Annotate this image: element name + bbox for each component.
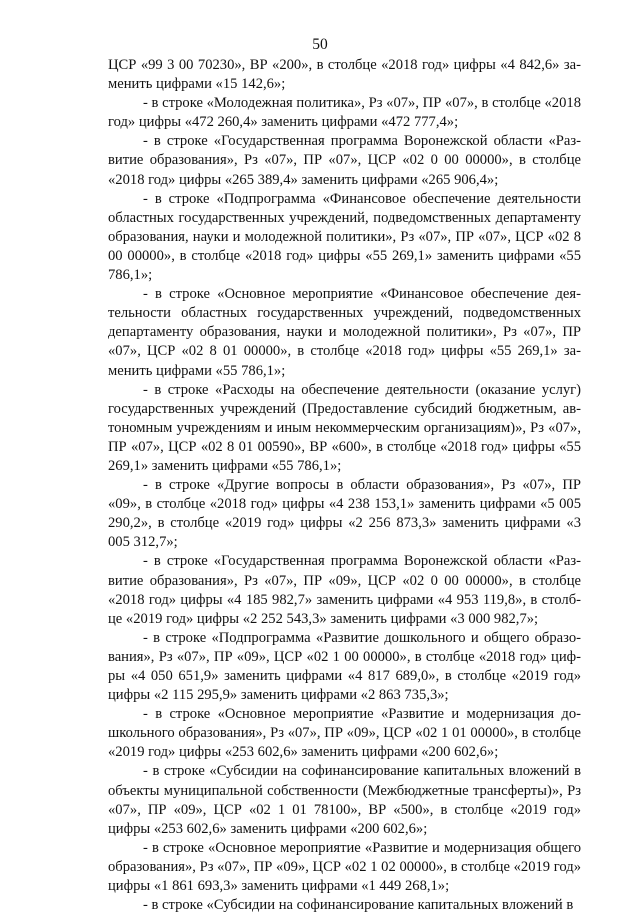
paragraph: - в строке «Субсидии на софинансирование капитальных вложений в <box>143 897 574 914</box>
paragraph: - в строке «Основное мероприятие «Финансовое обеспечение деятельности областных государственных учреждений, подведомственных департаменту образования, науки и молодежной политики», Рз «07», ПР «07», ЦСР «02 8 01 00000», в столбце «2018 год» цифры «55 269,1» заменить цифрами «55 786,1»; <box>108 286 581 379</box>
paragraph: - в строке «Молодежная политика», Рз «07», ПР «07», в столбце «2018 год» цифры «472 260,4» заменить цифрами «472 777,4»; <box>108 95 581 131</box>
paragraph: - в строке «Подпрограмма «Развитие дошкольного и общего образования», Рз «07», ПР «09», ЦСР «02 1 00 00000», в столбце «2018 год» цифры «4 050 651,9» заменить цифрами «4 817 689,0», в столбце «2019 год» цифры «2 115 295,9» заменить цифрами «2 863 735,3»; <box>108 629 581 704</box>
paragraph: - в строке «Основное мероприятие «Развитие и модернизация дошкольного образования», Рз «07», ПР «09», ЦСР «02 1 01 00000», в столбце «2019 год» цифры «253 602,6» заменить цифрами «200 602,6»; <box>108 706 581 761</box>
paragraph: - в строке «Субсидии на софинансирование капитальных вложений в объекты муниципальной собственности (Межбюджетные трансферты)», Рз «07», ПР «09», ЦСР «02 1 01 78100», ВР «500», в столбце «2019 год» цифры «253 602,6» заменить цифрами «200 602,6»; <box>108 763 581 837</box>
paragraph: - в строке «Подпрограмма «Финансовое обеспечение деятельности областных государственных учреждений, подведомственных департаменту образования, науки и молодежной политики», Рз «07», ПР «07», ЦСР «02 8 00 00000», в столбце «2018 год» цифры «55 269,1» заменить цифрами «55 786,1»; <box>108 190 581 284</box>
paragraph: - в строке «Государственная программа Воронежской области «Развитие образования», Рз «07», ПР «07», ЦСР «02 0 00 00000», в столбце «2018 год» цифры «265 389,4» заменить цифрами «265 906,4»; <box>108 133 581 188</box>
page-number: 50 <box>312 36 328 53</box>
paragraph: - в строке «Основное мероприятие «Развитие и модернизация общего образования», Рз «07», ПР «09», ЦСР «02 1 02 00000», в столбце «2019 год» цифры «1 861 693,3» заменить цифрами «1 449 268,1»; <box>108 839 581 895</box>
paragraph: - в строке «Расходы на обеспечение деятельности (оказание услуг) государственных учреждений (Предоставление субсидий бюджетным, автономным учреждениям и иным некоммерческим организациям)», Рз «07», ПР «07», ЦСР «02 8 01 00590», ВР «600», в столбце «2018 год» цифры «55 269,1» заменить цифрами «55 786,1»; <box>108 381 581 474</box>
document-body <box>108 56 581 915</box>
paragraph: ЦСР «99 3 00 70230», ВР «200», в столбце «2018 год» цифры «4 842,6» заменить цифрами «15 142,6»; <box>108 57 581 93</box>
paragraph: - в строке «Государственная программа Воронежской области «Развитие образования», Рз «07», ПР «09», ЦСР «02 0 00 00000», в столбце «2018 год» цифры «4 185 982,7» заменить цифрами «4 953 119,8», в столбце «2019 год» цифры «2 252 543,3» заменить цифрами «3 000 982,7»; <box>108 553 581 627</box>
paragraph: - в строке «Другие вопросы в области образования», Рз «07», ПР «09», в столбце «2018 год» цифры «4 238 153,1» заменить цифрами «5 005 290,2», в столбце «2019 год» цифры «2 256 873,3» заменить цифрами «3 005 312,7»; <box>108 477 581 551</box>
